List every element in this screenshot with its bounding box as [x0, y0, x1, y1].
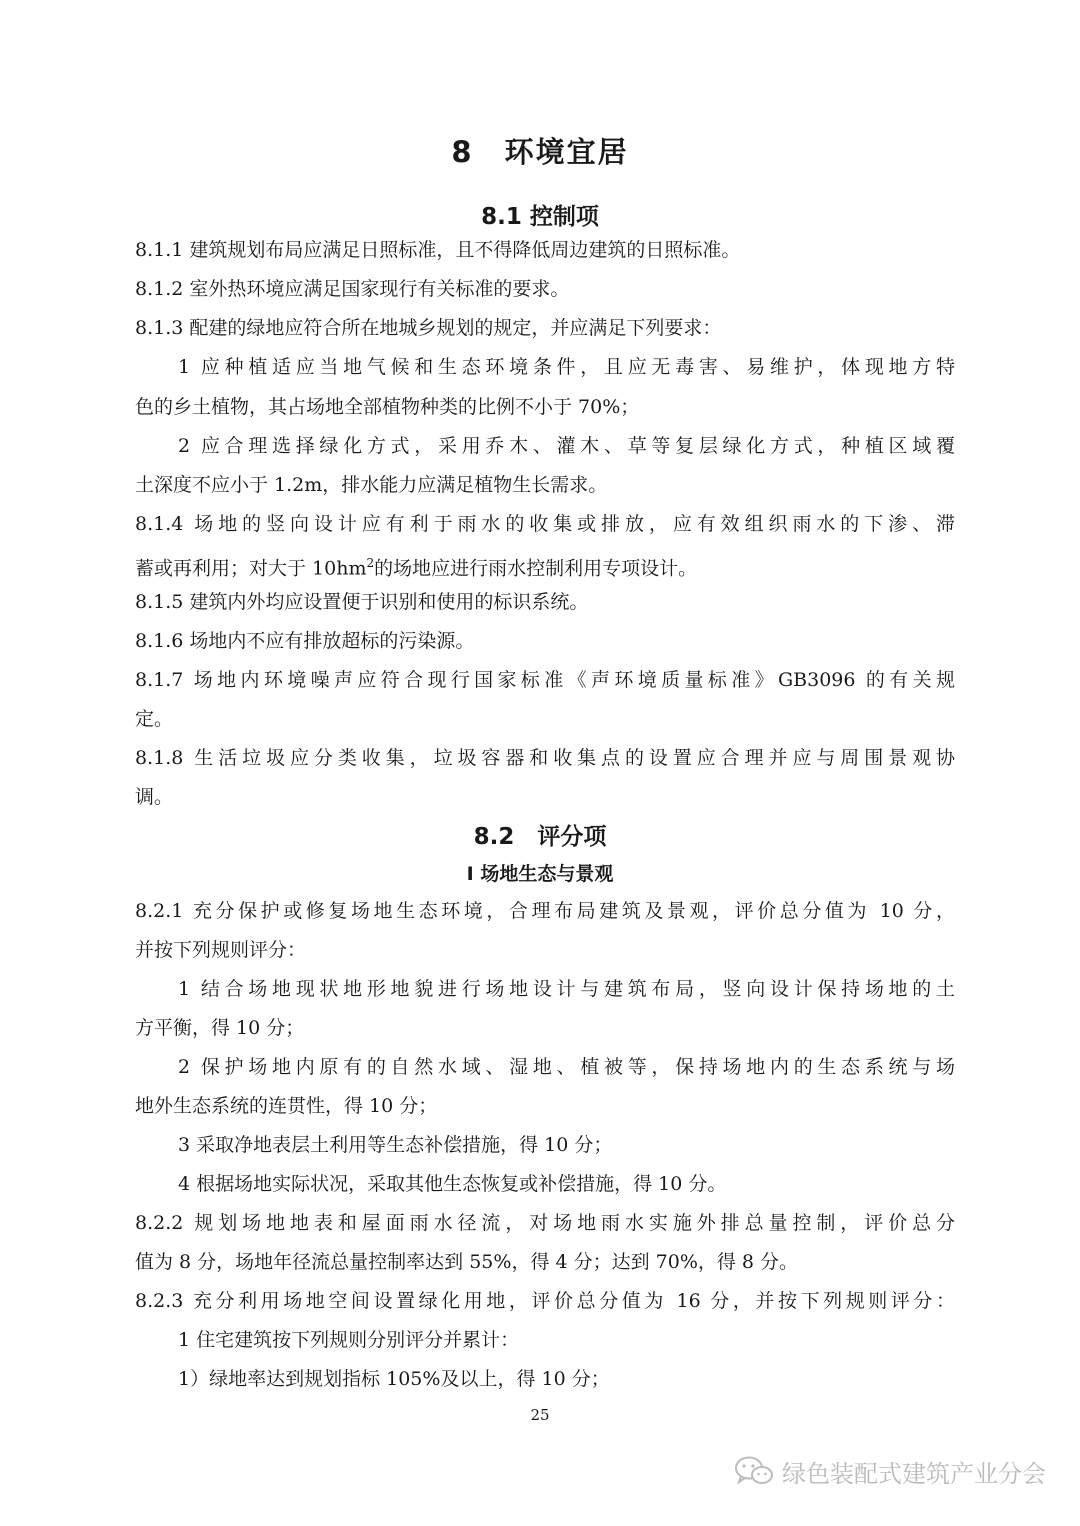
paragraph-line: 1 应种植适应当地气候和生态环境条件，且应无毒害、易维护，体现地方特: [178, 356, 955, 378]
paragraph-line: 8.1.2 室外热环境应满足国家现行有关标准的要求。: [135, 278, 570, 300]
paragraph-line: 定。: [135, 708, 174, 730]
paragraph-line: 8.2.2 规划场地地表和屋面雨水径流，对场地雨水实施外排总量控制，评价总分: [135, 1212, 955, 1234]
paragraph-line-with-superscript: [135, 550, 955, 581]
paragraph-line: 方平衡，得 10 分；: [135, 1017, 305, 1039]
paragraph-line: 8.1.8 生活垃圾应分类收集，垃圾容器和收集点的设置应合理并应与周围景观协: [135, 747, 955, 769]
paragraph-line: 并按下列规则评分：: [135, 939, 307, 961]
section-title-8-2: 8.2 评分项: [473, 824, 607, 850]
paragraph-line: 1 住宅建筑按下列规则分别评分并累计：: [178, 1329, 520, 1351]
paragraph-line: 8.2.3 充分利用场地空间设置绿化用地，评价总分值为 16 分，并按下列规则评分：: [135, 1290, 955, 1312]
paragraph-line: 8.1.7 场地内环境噪声应符合现行国家标准《声环境质量标准》GB3096 的有关规: [135, 669, 955, 691]
paragraph-line: 土深度不应小于 1.2m，排水能力应满足植物生长需求。: [135, 474, 608, 496]
paragraph-line: 8.1.1 建筑规划布局应满足日照标准，且不得降低周边建筑的日照标准。: [135, 239, 741, 261]
paragraph-line: 8.1.4 场地的竖向设计应有利于雨水的收集或排放，应有效组织雨水的下渗、滞: [135, 513, 955, 535]
watermark: [734, 1453, 1046, 1489]
paragraph-line: 色的乡土植物，其占场地全部植物种类的比例不小于 70%；: [135, 396, 640, 418]
paragraph-line: 值为 8 分，场地年径流总量控制率达到 55%，得 4 分；达到 70%，得 8 分。: [135, 1251, 799, 1273]
paragraph-line: 4 根据场地实际状况，采取其他生态恢复或补偿措施，得 10 分。: [178, 1173, 727, 1195]
paragraph-line: 1）绿地率达到规划指标 105%及以上，得 10 分；: [178, 1368, 610, 1390]
section-title-8-1: 8.1 控制项: [481, 204, 599, 230]
page-number: 25: [530, 1406, 550, 1424]
paragraph-line: 2 应合理选择绿化方式，采用乔木、灌木、草等复层绿化方式，种植区域覆: [178, 435, 955, 457]
paragraph-line: 8.2.1 充分保护或修复场地生态环境，合理布局建筑及景观，评价总分值为 10 分，: [135, 900, 955, 922]
paragraph-line: 调。: [135, 786, 174, 808]
paragraph-line: 3 采取净地表层土利用等生态补偿措施，得 10 分；: [178, 1134, 613, 1156]
chapter-title: 8 环境宜居: [451, 135, 629, 169]
paragraph-line: 2 保护场地内原有的自然水域、湿地、植被等，保持场地内的生态系统与场: [178, 1056, 955, 1078]
paragraph-line: 8.1.6 场地内不应有排放超标的污染源。: [135, 630, 475, 652]
paragraph-line: 地外生态系统的连贯性，得 10 分；: [135, 1095, 438, 1117]
paragraph-line: 8.1.5 建筑内外均应设置便于识别和使用的标识系统。: [135, 591, 589, 613]
paragraph-line: 8.1.3 配建的绿地应符合所在地城乡规划的规定，并应满足下列要求：: [135, 317, 722, 339]
paragraph-text: 的场地应进行雨水控制利用专项设计。: [374, 557, 698, 580]
watermark-text: 绿色装配式建筑产业分会: [782, 1459, 1046, 1488]
paragraph-text: 蓄或再利用；对大于 10hm: [135, 557, 367, 580]
wechat-icon: [734, 1455, 774, 1487]
paragraph-line: 1 结合场地现状地形地貌进行场地设计与建筑布局，竖向设计保持场地的土: [178, 978, 955, 1000]
superscript: 2: [366, 556, 375, 570]
subsection-title: Ⅰ 场地生态与景观: [466, 863, 614, 885]
